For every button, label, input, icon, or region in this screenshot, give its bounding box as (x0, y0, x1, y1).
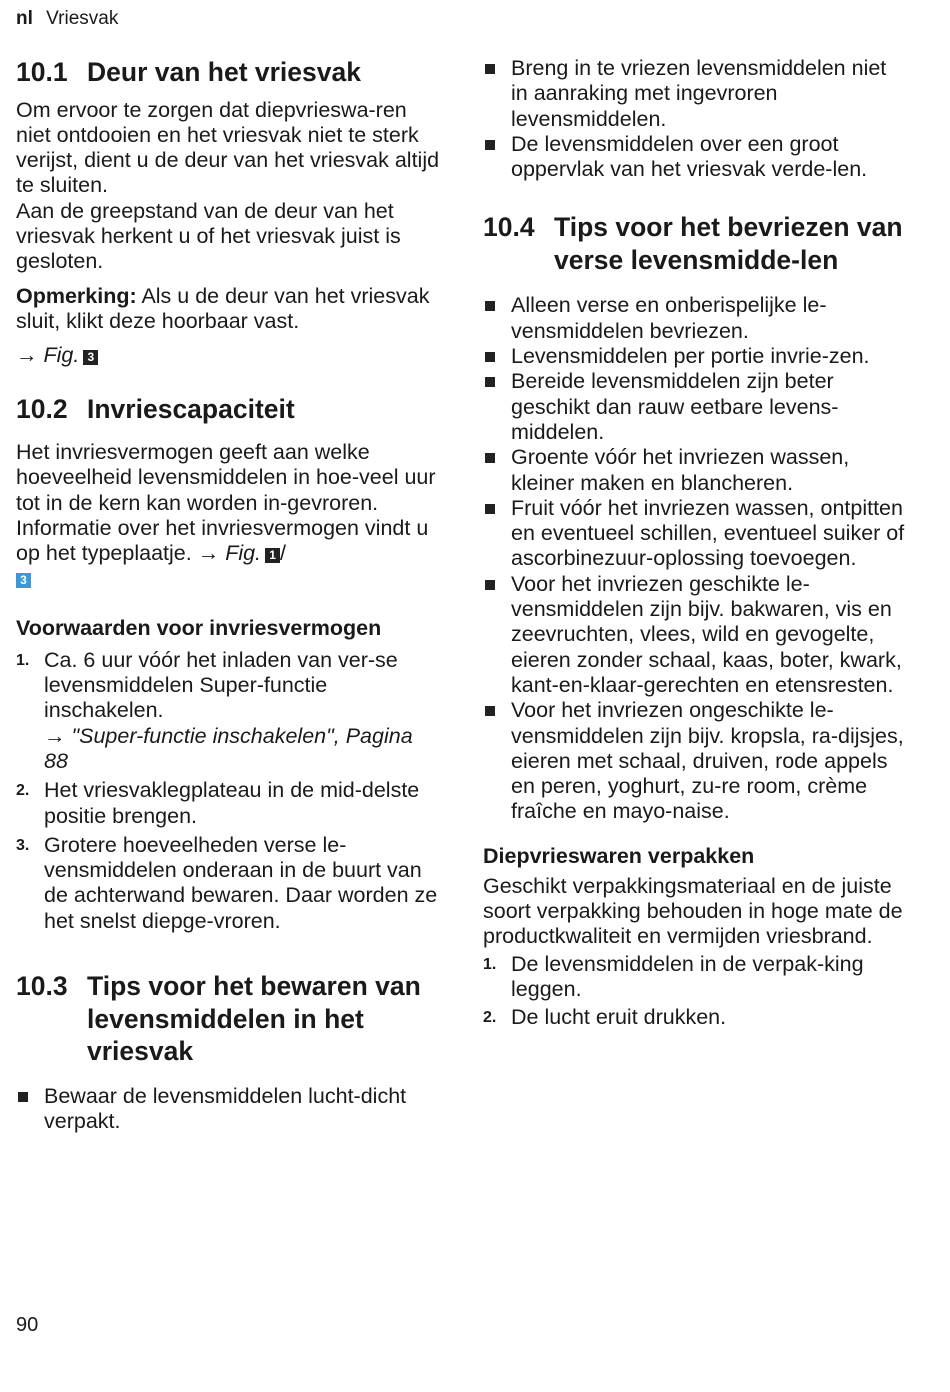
list-item (483, 445, 908, 496)
arrow-icon: → (197, 541, 220, 566)
figure-reference[interactable] (16, 343, 441, 368)
list-item-text: Voor het invriezen geschikte le-vensmiddelen zijn bijv. bakwaren, vis en zeevruchten, vlees, wild en gevogelte, eieren zonder schaal, kaas, boter, kwark, kant-en-klaar-gerechten en etensresten. (511, 571, 902, 697)
freezing-tips-list (483, 293, 908, 824)
conditions-list (16, 648, 441, 934)
fig-label[interactable]: Fig. (225, 541, 262, 566)
section-title: Tips voor het bevriezen van verse levensmidde-len (554, 212, 903, 275)
language-code: nl (16, 8, 33, 29)
step-text: Ca. 6 uur vóór het inladen van ver-se levensmiddelen Super-functie inschakelen. (44, 647, 398, 723)
section-10-1-heading (16, 56, 441, 89)
list-item (483, 1005, 908, 1030)
step-text: De lucht eruit drukken. (511, 1005, 727, 1030)
section-title: Invriescapaciteit (87, 394, 295, 425)
paragraph-text: Informatie over het invriesvermogen vindt u op het typeplaatje. (16, 515, 429, 566)
section-title: Tips voor het bewaren van levensmiddelen in het vriesvak (87, 971, 421, 1067)
bullet-icon (485, 377, 495, 387)
arrow-icon: → (16, 343, 38, 368)
list-item (483, 132, 908, 183)
list-item-text: Bewaar de levensmiddelen lucht-dicht verpakt. (44, 1083, 407, 1133)
paragraph: Het invriesvermogen geeft aan welke hoeveelheid levensmiddelen in hoe-veel uur tot in de kern kan worden in-gevroren. (16, 439, 436, 515)
left-column (16, 56, 441, 1134)
note-label: Opmerking: (16, 283, 137, 308)
paragraph (16, 516, 441, 592)
step-number: 1. (483, 955, 497, 973)
bullet-icon (18, 1092, 28, 1102)
list-item (483, 56, 908, 132)
step-number: 2. (483, 1009, 497, 1027)
list-item (16, 778, 441, 829)
fig-separator: / (280, 541, 287, 566)
figure-number-badge: 3 (83, 350, 98, 365)
bullet-icon (485, 301, 495, 311)
list-item (483, 698, 908, 824)
list-item (483, 952, 908, 1003)
section-number: 10.1 (16, 57, 68, 87)
list-item (483, 369, 908, 445)
page-reference-link[interactable]: "Super-functie inschakelen", Pagina 88 (44, 723, 413, 773)
paragraph: Aan de greepstand van de deur van het vriesvak herkent u of het vriesvak juist is gesloten. (16, 198, 401, 274)
list-item (483, 293, 908, 344)
note (16, 284, 441, 335)
section-title: Deur van het vriesvak (87, 57, 361, 87)
bullet-icon (485, 140, 495, 150)
figure-number-badge: 3 (16, 573, 31, 588)
list-item (16, 1084, 441, 1135)
tips-list (16, 1084, 441, 1135)
bullet-icon (485, 504, 495, 514)
packing-steps-list (483, 952, 908, 1031)
page-number: 90 (16, 1314, 39, 1336)
list-item-text: Groente vóór het invriezen wassen, kleiner maken en blancheren. (511, 445, 850, 495)
step-text: Het vriesvaklegplateau in de mid-delste positie brengen. (44, 778, 420, 828)
section-10-4-heading (483, 211, 908, 276)
list-item-text: Voor het invriezen ongeschikte le-vensmiddelen zijn bijv. kropsla, ra-dijsjes, eieren met schaal, druiven, rode appels en peren, yoghurt, zu-re room, crème fraîche en mayo-naise. (511, 698, 904, 824)
bullet-icon (485, 352, 495, 362)
tips-list-continued (483, 56, 908, 182)
step-number: 3. (16, 836, 30, 854)
arrow-icon: → (44, 723, 66, 748)
step-number: 2. (16, 782, 30, 800)
section-number: 10.2 (16, 394, 68, 425)
list-item (483, 496, 908, 572)
list-item-text: Fruit vóór het invriezen wassen, ontpitten en eventueel schillen, eventueel suiker of ascorbinezuur-oplossing toevoegen. (511, 495, 905, 571)
step-text: De levensmiddelen in de verpak-king leggen. (511, 951, 864, 1001)
fig-label: Fig. (43, 343, 80, 368)
bullet-icon (485, 580, 495, 590)
paragraph: Geschikt verpakkingsmateriaal en de juiste soort verpakking behouden in hoge mate de productkwaliteit en vermijden vriesbrand. (483, 873, 903, 949)
bullet-icon (485, 706, 495, 716)
figure-number-badge: 1 (265, 548, 280, 563)
list-item (483, 572, 908, 698)
list-item (16, 833, 441, 934)
step-text: Grotere hoeveelheden verse le-vensmiddelen onderaan in de buurt van de achterwand bewaren. Daar worden ze het snelst diepge-vroren. (44, 832, 438, 933)
step-number: 1. (16, 651, 30, 669)
header-section: Vriesvak (46, 8, 119, 29)
list-item-text: Alleen verse en onberispelijke le-vensmiddelen bevriezen. (511, 293, 827, 343)
section-number: 10.4 (483, 212, 535, 243)
list-item-text: De levensmiddelen over een groot oppervlak van het vriesvak verde-len. (511, 131, 868, 182)
note-text: Als u de deur van het vriesvak sluit, klikt deze hoorbaar vast. (16, 283, 430, 333)
list-item-text: Bereide levensmiddelen zijn beter geschikt dan rauw eetbare levens-middelen. (511, 369, 839, 444)
section-10-3-heading (16, 970, 441, 1068)
list-item (16, 648, 441, 774)
bullet-icon (485, 64, 495, 74)
right-column (483, 56, 908, 1031)
bullet-icon (485, 453, 495, 463)
paragraph: Om ervoor te zorgen dat diepvrieswa-ren niet ontdooien en het vriesvak niet te sterk verijst, dient u de deur van het vriesvak altijd te sluiten. (16, 97, 440, 198)
list-item-text: Breng in te vriezen levensmiddelen niet in aanraking met ingevroren levensmiddelen. (511, 56, 887, 131)
section-number: 10.3 (16, 971, 68, 1002)
subsection-heading: Diepvrieswaren verpakken (483, 843, 755, 868)
subsection-heading: Voorwaarden voor invriesvermogen (16, 615, 382, 640)
page-header (16, 8, 118, 30)
section-10-2-heading (16, 393, 441, 426)
list-item (483, 344, 908, 369)
list-item-text: Levensmiddelen per portie invrie-zen. (511, 344, 870, 369)
